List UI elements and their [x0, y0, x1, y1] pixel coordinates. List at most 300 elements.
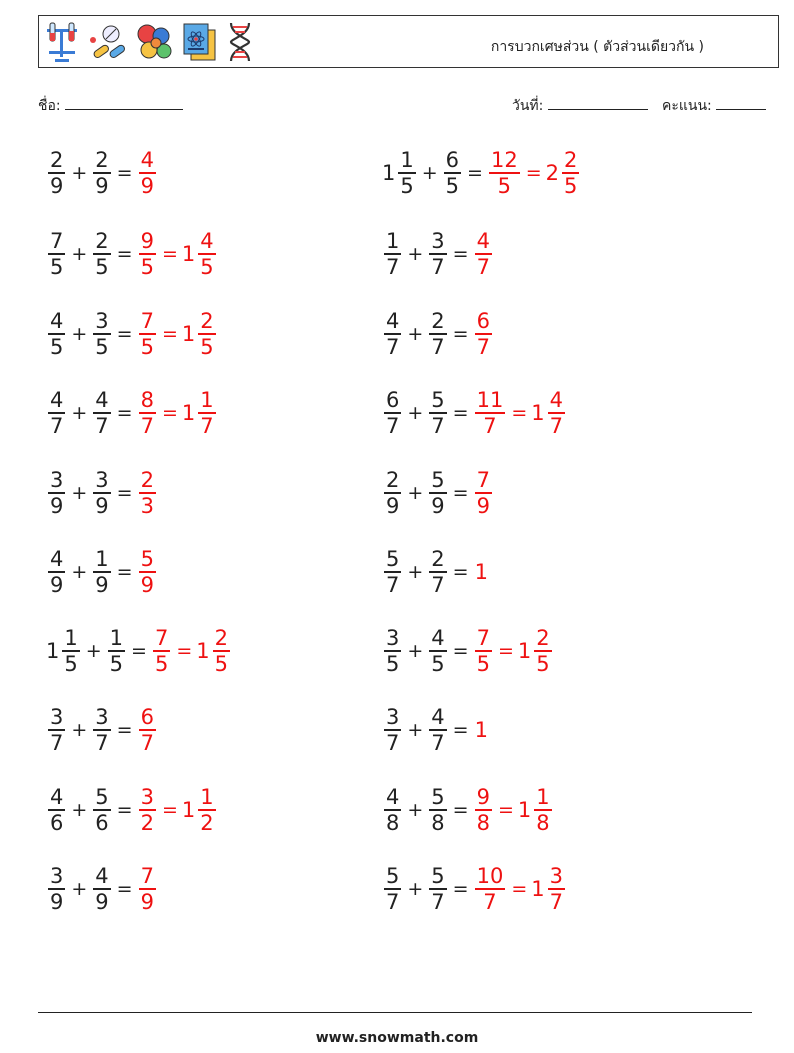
problem-5 [46, 304, 218, 364]
denominator: 7 [386, 254, 400, 279]
mixed-answer [518, 626, 554, 676]
numerator: 2 [214, 626, 229, 651]
fraction [48, 785, 65, 835]
denominator: 7 [95, 730, 109, 755]
denominator: 9 [386, 493, 400, 518]
fraction [398, 148, 415, 198]
denominator: 5 [154, 651, 169, 676]
fraction [93, 388, 110, 438]
denominator: 7 [483, 889, 497, 914]
numerator: 2 [386, 468, 400, 493]
denominator: 7 [140, 413, 154, 438]
plus-sign: + [407, 561, 424, 583]
fraction [429, 229, 446, 279]
fraction [139, 388, 156, 438]
plus-sign: + [407, 323, 424, 345]
fraction [548, 388, 565, 438]
denominator: 5 [140, 254, 154, 279]
denominator: 5 [95, 254, 109, 279]
fraction [93, 705, 110, 755]
denominator: 5 [140, 334, 154, 359]
numerator: 1 [536, 785, 550, 810]
numerator: 4 [50, 785, 64, 810]
problem-10 [382, 463, 494, 523]
denominator: 9 [431, 493, 445, 518]
numerator: 7 [140, 309, 154, 334]
mixed-answer [546, 148, 582, 198]
denominator: 9 [95, 889, 109, 914]
denominator: 7 [386, 572, 400, 597]
problem-13 [46, 621, 232, 681]
numerator: 3 [50, 468, 64, 493]
numerator: 3 [386, 705, 400, 730]
numerator: 3 [140, 785, 154, 810]
denominator: 7 [386, 730, 400, 755]
equals-sign: = [497, 640, 514, 662]
numerator: 5 [140, 547, 154, 572]
plus-sign: + [407, 243, 424, 265]
denominator: 5 [386, 651, 400, 676]
numerator: 10 [476, 864, 504, 889]
fraction [489, 148, 520, 198]
whole-number: 1 [196, 639, 210, 663]
fraction [139, 148, 156, 198]
denominator: 9 [50, 889, 64, 914]
fraction [429, 388, 446, 438]
equals-sign: = [161, 323, 178, 345]
denominator: 7 [386, 334, 400, 359]
date-label: วันที่: [512, 98, 544, 114]
problem-20 [382, 859, 567, 919]
mixed-answer [182, 309, 218, 359]
answer-integer: 1 [474, 560, 488, 584]
equals-sign: = [161, 243, 178, 265]
numerator: 5 [431, 785, 445, 810]
denominator: 5 [200, 254, 214, 279]
numerator: 3 [50, 705, 64, 730]
score-field [662, 95, 766, 117]
problem-3 [46, 224, 218, 284]
fraction [139, 864, 156, 914]
numerator: 4 [50, 547, 64, 572]
numerator: 7 [154, 626, 169, 651]
fraction [475, 388, 506, 438]
fraction [139, 229, 156, 279]
plus-sign: + [71, 243, 88, 265]
denominator: 7 [476, 254, 490, 279]
numerator: 1 [200, 388, 214, 413]
numerator: 4 [95, 864, 109, 889]
fraction [475, 864, 506, 914]
numerator: 4 [200, 229, 214, 254]
fraction [429, 864, 446, 914]
numerator: 4 [140, 148, 154, 173]
numerator: 2 [95, 148, 109, 173]
numerator: 5 [431, 468, 445, 493]
fraction [48, 388, 65, 438]
mixed-answer [182, 785, 218, 835]
denominator: 7 [549, 413, 563, 438]
denominator: 7 [200, 413, 214, 438]
problem-11 [46, 542, 158, 602]
equals-sign: = [116, 162, 133, 184]
numerator: 3 [431, 229, 445, 254]
equals-sign: = [116, 878, 133, 900]
problem-17 [46, 780, 218, 840]
numerator: 7 [140, 864, 154, 889]
denominator: 7 [431, 334, 445, 359]
score-label: คะแนน: [662, 98, 712, 114]
numerator: 4 [476, 229, 490, 254]
footer-url[interactable]: www.snowmath.com [315, 1030, 479, 1046]
footer-divider [38, 1012, 752, 1013]
fraction [93, 864, 110, 914]
fraction [62, 626, 79, 676]
plus-sign: + [71, 323, 88, 345]
whole-number: 1 [181, 401, 196, 425]
equals-sign: = [511, 402, 528, 424]
numerator: 4 [431, 705, 445, 730]
numerator: 6 [445, 148, 460, 173]
numerator: 7 [476, 626, 490, 651]
numerator: 9 [140, 229, 154, 254]
fraction [384, 626, 401, 676]
denominator: 7 [50, 730, 64, 755]
denominator: 7 [431, 889, 445, 914]
fraction [93, 309, 110, 359]
mixed-answer [196, 626, 232, 676]
name-line[interactable] [65, 96, 183, 110]
plus-sign: + [71, 561, 88, 583]
plus-sign: + [71, 162, 88, 184]
fraction [198, 229, 215, 279]
fraction [198, 309, 215, 359]
page-title: การบวกเศษส่วน ( ตัวส่วนเดียวกัน ) [490, 39, 704, 55]
equals-sign: = [116, 402, 133, 424]
denominator: 7 [431, 254, 445, 279]
numerator: 3 [95, 705, 109, 730]
fraction [384, 229, 401, 279]
plus-sign: + [407, 640, 424, 662]
numerator: 3 [549, 864, 563, 889]
whole-number: 1 [181, 242, 196, 266]
whole-number: 2 [545, 161, 559, 185]
whole-number: 1 [46, 639, 60, 663]
equals-sign: = [452, 878, 469, 900]
fraction [139, 547, 156, 597]
fraction [534, 785, 551, 835]
score-line[interactable] [716, 96, 766, 110]
numerator: 5 [431, 388, 445, 413]
numerator: 1 [386, 229, 400, 254]
numerator: 4 [431, 626, 445, 651]
equals-sign: = [497, 799, 514, 821]
denominator: 9 [476, 493, 490, 518]
numerator: 6 [140, 705, 154, 730]
numerator: 8 [140, 388, 154, 413]
numerator: 5 [431, 864, 445, 889]
numerator: 2 [536, 626, 550, 651]
numerator: 4 [95, 388, 109, 413]
denominator: 7 [386, 413, 400, 438]
fraction [139, 705, 156, 755]
equals-sign: = [452, 799, 469, 821]
numerator: 2 [200, 309, 214, 334]
fraction [93, 148, 110, 198]
plus-sign: + [85, 640, 102, 662]
numerator: 7 [50, 229, 64, 254]
denominator: 5 [476, 651, 490, 676]
problem-4 [382, 224, 494, 284]
denominator: 2 [200, 810, 214, 835]
denominator: 9 [95, 493, 109, 518]
denominator: 6 [95, 810, 109, 835]
denominator: 7 [431, 730, 445, 755]
equals-sign: = [511, 878, 528, 900]
denominator: 9 [50, 572, 64, 597]
plus-sign: + [407, 799, 424, 821]
denominator: 2 [140, 810, 154, 835]
denominator: 8 [431, 810, 445, 835]
numerator: 1 [95, 547, 109, 572]
problem-18 [382, 780, 554, 840]
numerator: 6 [386, 388, 400, 413]
equals-sign: = [176, 640, 193, 662]
plus-sign: + [407, 719, 424, 741]
denominator: 7 [476, 334, 490, 359]
denominator: 5 [109, 651, 124, 676]
fraction [139, 309, 156, 359]
fraction [213, 626, 230, 676]
numerator: 12 [490, 148, 518, 173]
mixed-answer [518, 785, 554, 835]
problem-9 [46, 463, 158, 523]
equals-sign: = [452, 402, 469, 424]
problem-8 [382, 383, 567, 443]
numerator: 1 [109, 626, 124, 651]
equals-sign: = [467, 162, 483, 184]
numerator: 3 [95, 309, 109, 334]
equals-sign: = [452, 482, 469, 504]
denominator: 8 [476, 810, 490, 835]
numerator: 3 [50, 864, 64, 889]
fraction [93, 785, 110, 835]
problem-1 [46, 143, 158, 203]
denominator: 6 [50, 810, 64, 835]
fraction [384, 785, 401, 835]
problem-14 [382, 621, 554, 681]
fraction [429, 626, 446, 676]
numerator: 1 [200, 785, 214, 810]
problem-16 [382, 700, 488, 760]
fraction [139, 785, 156, 835]
denominator: 5 [497, 173, 512, 198]
equals-sign: = [116, 323, 133, 345]
plus-sign: + [71, 402, 88, 424]
dna-icon [225, 21, 255, 63]
fraction [475, 626, 492, 676]
denominator: 9 [95, 173, 109, 198]
pills-icon [87, 22, 127, 62]
plus-sign: + [407, 482, 424, 504]
denominator: 5 [50, 334, 64, 359]
problem-15 [46, 700, 158, 760]
fraction [48, 229, 65, 279]
denominator: 3 [140, 493, 154, 518]
denominator: 5 [400, 173, 414, 198]
science-book-icon [181, 22, 217, 62]
problem-12 [382, 542, 488, 602]
fraction [429, 468, 446, 518]
name-label: ชื่อ: [38, 98, 61, 114]
fraction [534, 626, 551, 676]
fraction [48, 309, 65, 359]
numerator: 4 [549, 388, 563, 413]
denominator: 7 [140, 730, 154, 755]
plus-sign: + [71, 878, 88, 900]
answer-integer: 1 [474, 718, 488, 742]
whole-number: 1 [531, 401, 545, 425]
numerator: 2 [431, 547, 445, 572]
name-field [38, 95, 183, 117]
numerator: 5 [386, 864, 400, 889]
denominator: 7 [549, 889, 563, 914]
denominator: 5 [536, 651, 550, 676]
denominator: 9 [95, 572, 109, 597]
fraction [429, 547, 446, 597]
equals-sign: = [116, 719, 133, 741]
fraction [429, 705, 446, 755]
fraction [429, 785, 446, 835]
plus-sign: + [407, 878, 424, 900]
denominator: 9 [50, 493, 64, 518]
date-field [512, 95, 648, 117]
denominator: 7 [95, 413, 109, 438]
denominator: 7 [483, 413, 497, 438]
denominator: 5 [200, 334, 214, 359]
fraction [475, 229, 492, 279]
fraction [198, 388, 215, 438]
numerator: 5 [95, 785, 109, 810]
denominator: 7 [431, 413, 445, 438]
equals-sign: = [525, 162, 542, 184]
fraction [48, 468, 65, 518]
denominator: 5 [564, 173, 578, 198]
numerator: 3 [95, 468, 109, 493]
fraction [48, 148, 65, 198]
numerator: 4 [50, 388, 64, 413]
problem-2 [382, 143, 581, 203]
numerator: 2 [95, 229, 109, 254]
denominator: 5 [95, 334, 109, 359]
denominator: 9 [140, 572, 154, 597]
fraction [198, 785, 215, 835]
numerator: 2 [564, 148, 578, 173]
equals-sign: = [452, 323, 469, 345]
fraction [384, 309, 401, 359]
plus-sign: + [407, 402, 424, 424]
problem-19 [46, 859, 158, 919]
fraction [48, 705, 65, 755]
numerator: 5 [386, 547, 400, 572]
numerator: 2 [50, 148, 64, 173]
numerator: 4 [386, 309, 400, 334]
fraction [93, 547, 110, 597]
denominator: 5 [431, 651, 445, 676]
fraction [153, 626, 170, 676]
whole-number: 1 [181, 322, 196, 346]
date-line[interactable] [548, 96, 648, 110]
header-icons [45, 20, 255, 64]
plus-sign: + [71, 482, 88, 504]
header-box [38, 15, 779, 68]
equals-sign: = [452, 640, 469, 662]
problem-7 [46, 383, 218, 443]
mixed-answer [531, 388, 567, 438]
equals-sign: = [116, 482, 133, 504]
whole-number: 1 [531, 877, 545, 901]
fraction [93, 468, 110, 518]
denominator: 7 [50, 413, 64, 438]
plus-sign: + [71, 719, 88, 741]
fraction [108, 626, 125, 676]
denominator: 5 [445, 173, 460, 198]
balloons-icon [135, 22, 173, 62]
equals-sign: = [452, 561, 469, 583]
mixed-answer [182, 388, 218, 438]
equals-sign: = [161, 799, 178, 821]
whole-number: 1 [517, 798, 532, 822]
fraction [562, 148, 579, 198]
equals-sign: = [161, 402, 178, 424]
denominator: 5 [50, 254, 64, 279]
fraction [139, 468, 156, 518]
denominator: 7 [386, 889, 400, 914]
numerator: 2 [431, 309, 445, 334]
equals-sign: = [116, 561, 133, 583]
fraction [384, 468, 401, 518]
test-tubes-icon [45, 21, 79, 63]
fraction [93, 229, 110, 279]
numerator: 4 [50, 309, 64, 334]
denominator: 5 [64, 651, 78, 676]
fraction [48, 864, 65, 914]
equals-sign: = [452, 243, 469, 265]
numerator: 11 [476, 388, 504, 413]
denominator: 9 [140, 173, 154, 198]
problem-6 [382, 304, 494, 364]
fraction [384, 864, 401, 914]
mixed-answer [531, 864, 567, 914]
denominator: 7 [431, 572, 445, 597]
fraction [384, 388, 401, 438]
mixed-answer [182, 229, 218, 279]
numerator: 2 [140, 468, 154, 493]
whole-number: 1 [181, 798, 196, 822]
fraction [475, 309, 492, 359]
numerator: 1 [64, 626, 78, 651]
whole-number: 1 [382, 161, 396, 185]
numerator: 7 [476, 468, 490, 493]
denominator: 9 [140, 889, 154, 914]
numerator: 3 [386, 626, 400, 651]
whole-number: 1 [517, 639, 532, 663]
equals-sign: = [116, 799, 133, 821]
fraction [444, 148, 461, 198]
denominator: 9 [50, 173, 64, 198]
denominator: 8 [386, 810, 400, 835]
plus-sign: + [71, 799, 88, 821]
